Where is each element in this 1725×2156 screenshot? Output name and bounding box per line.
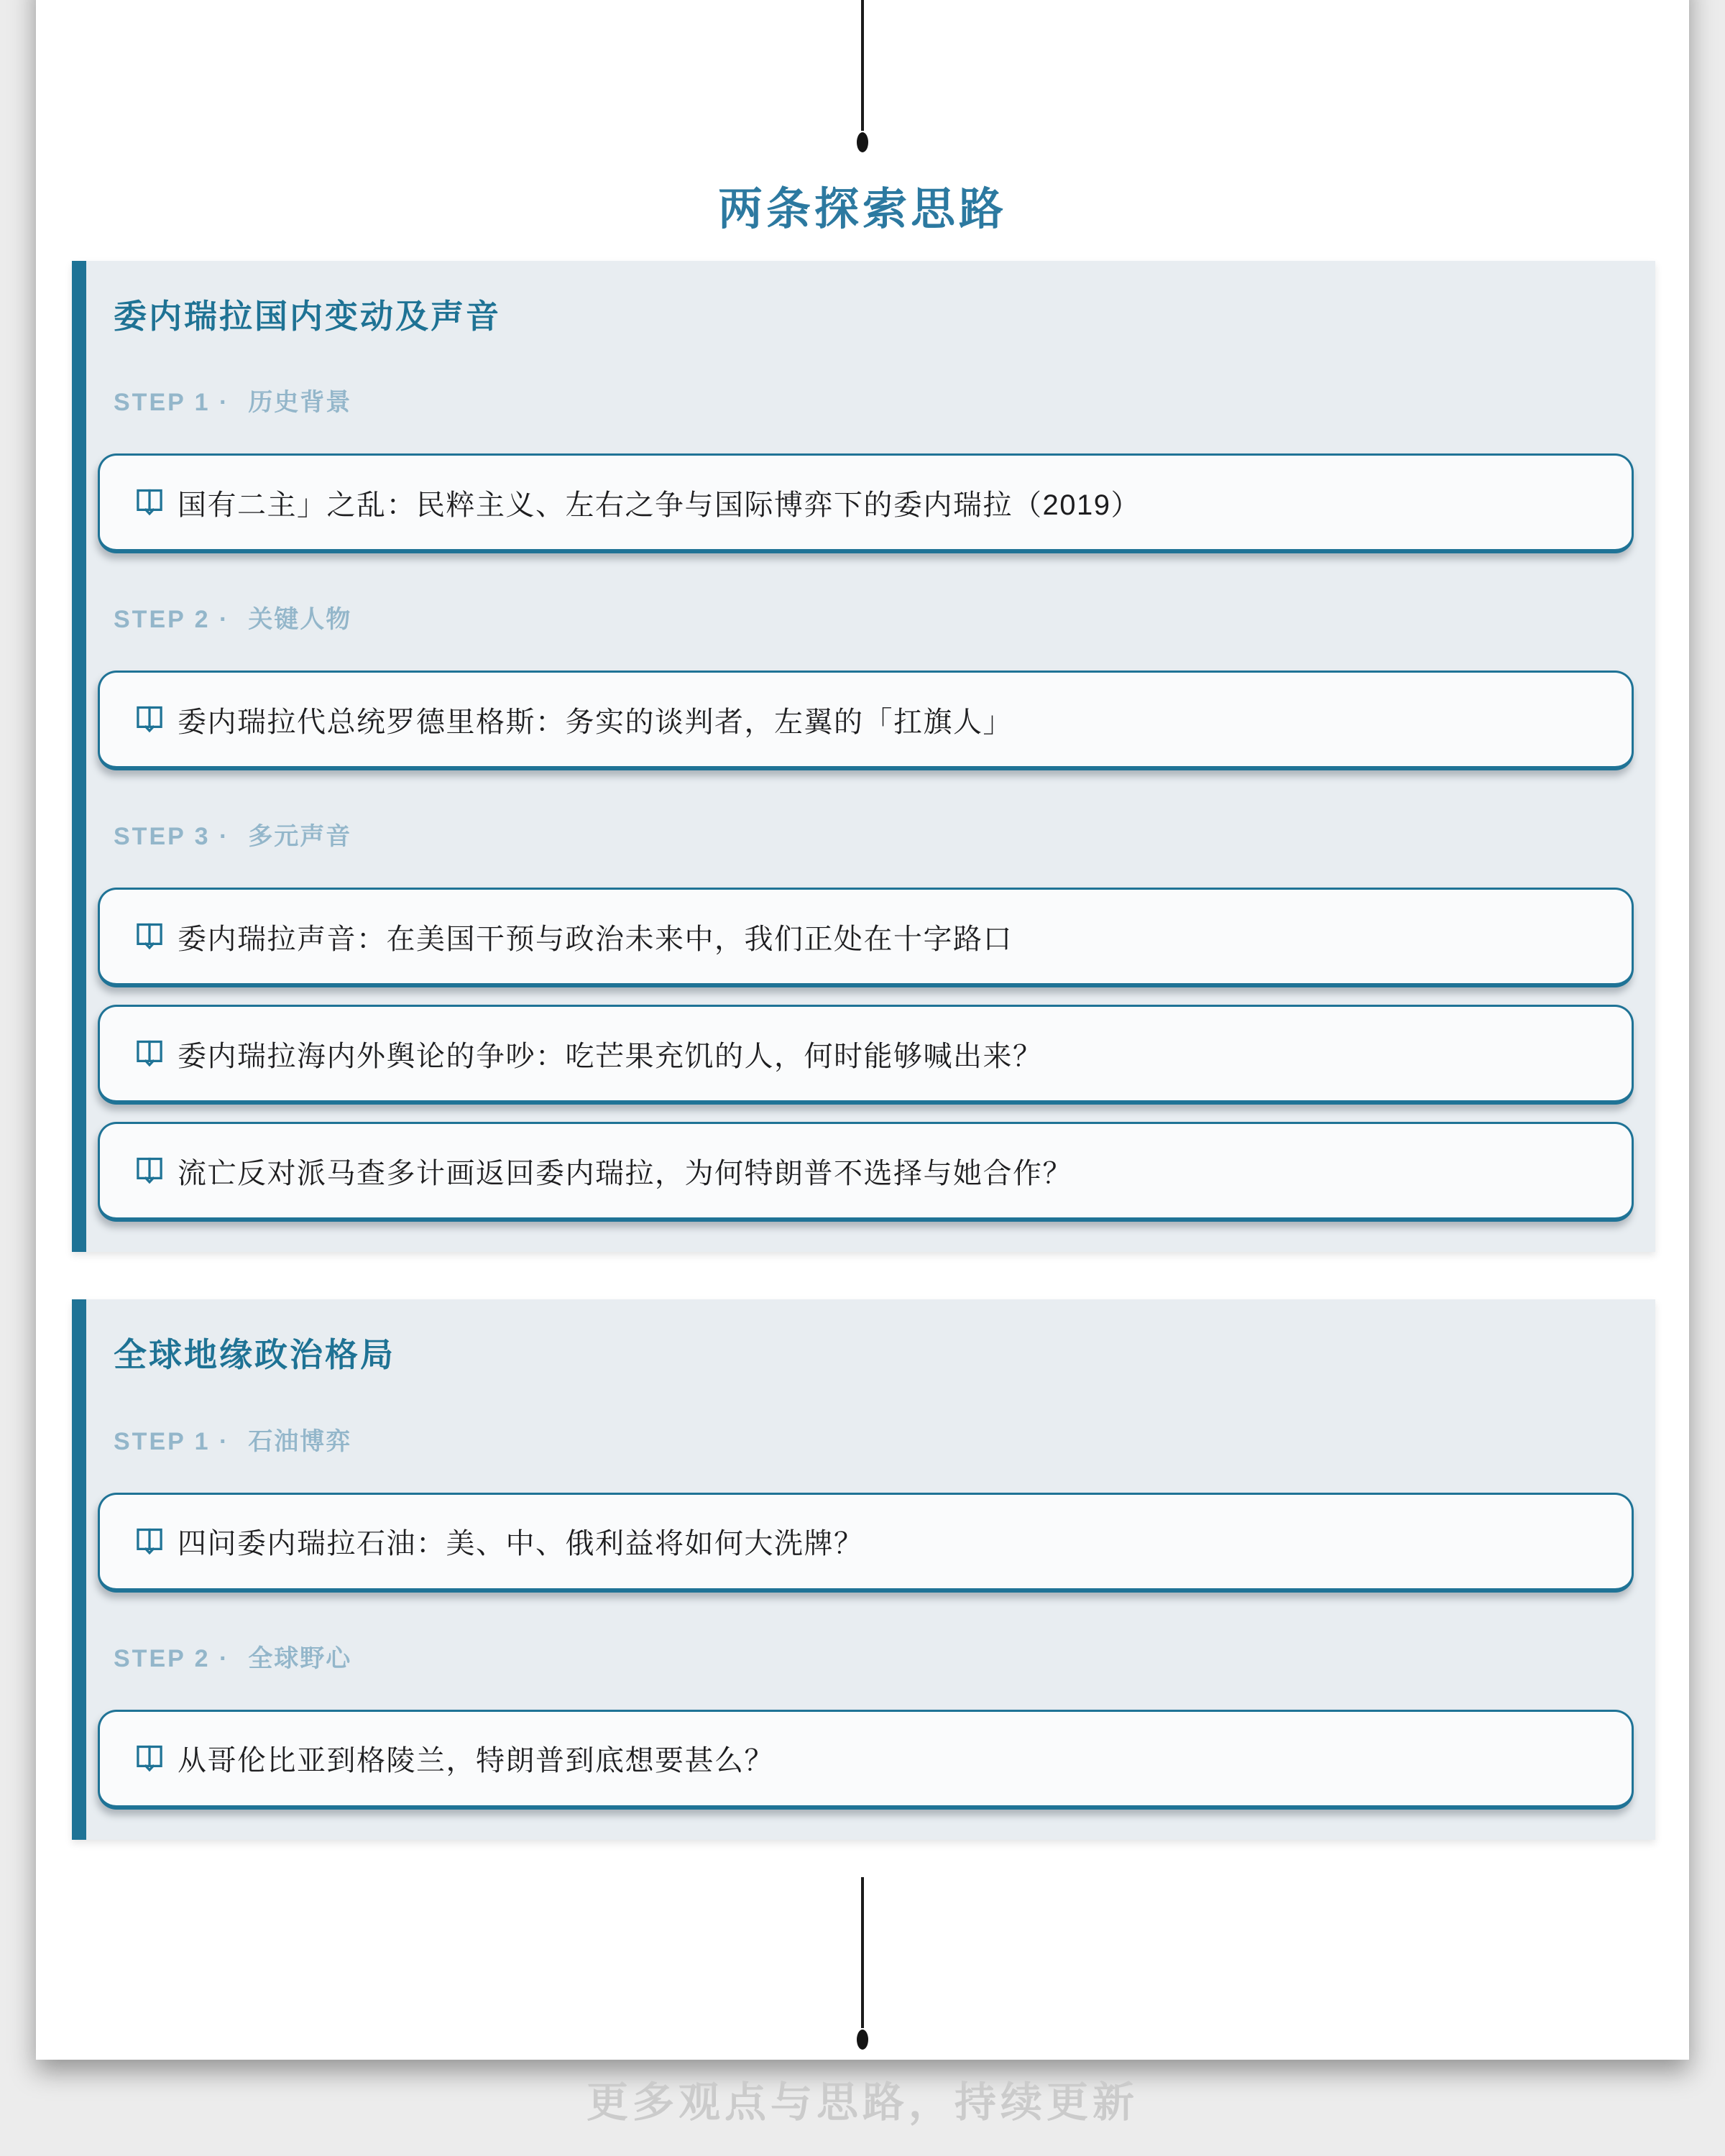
step-label <box>114 599 1634 635</box>
step-number: STEP 1 · <box>114 1427 230 1455</box>
step-label <box>114 1639 1634 1674</box>
step-topic: 关键人物 <box>248 606 352 634</box>
article-card[interactable] <box>98 671 1634 770</box>
tracks-container <box>36 261 1689 1839</box>
track-title: 全球地缘政治格局 <box>114 1336 395 1374</box>
book-open-icon <box>133 1525 166 1558</box>
article-card[interactable] <box>98 1005 1634 1105</box>
step-topic: 石油博弈 <box>248 1427 352 1455</box>
book-open-icon <box>133 1742 166 1775</box>
article-title: 委内瑞拉海内外舆论的争吵：吃芒果充饥的人，何时能够喊出来？ <box>178 1040 1043 1072</box>
step-label <box>114 816 1634 852</box>
step-number: STEP 1 · <box>114 389 230 417</box>
article-title: 从哥伦比亚到格陵兰，特朗普到底想要甚么？ <box>178 1745 774 1777</box>
book-open-icon <box>133 1037 166 1070</box>
step-number: STEP 2 · <box>114 606 230 634</box>
track-title: 委内瑞拉国内变动及声音 <box>114 298 501 336</box>
article-card[interactable] <box>98 1493 1634 1593</box>
track-section <box>72 1299 1655 1839</box>
step-number: STEP 3 · <box>114 823 230 851</box>
connector-top <box>36 0 1689 152</box>
article-card[interactable] <box>98 888 1634 987</box>
page-title: 两条探索思路 <box>717 185 1007 234</box>
track-section <box>72 261 1655 1252</box>
step-topic: 多元声音 <box>248 823 352 851</box>
connector-line <box>861 1877 864 2028</box>
connector-line <box>861 0 864 131</box>
book-open-icon <box>133 703 166 736</box>
step-topic: 历史背景 <box>248 389 352 417</box>
article-title: 委内瑞拉代总统罗德里格斯：务实的谈判者，左翼的「扛旗人」 <box>178 706 1013 738</box>
connector-bottom <box>36 1877 1689 2050</box>
footer-note: 更多观点与思路，持续更新 <box>586 2078 1138 2126</box>
step-number: STEP 2 · <box>114 1644 230 1672</box>
article-title: 国有二主」之乱：民粹主义、左右之争与国际博弈下的委内瑞拉（2019） <box>178 489 1141 521</box>
book-open-icon <box>133 486 166 519</box>
article-card[interactable] <box>98 1710 1634 1810</box>
article-card[interactable] <box>98 1122 1634 1222</box>
article-card[interactable] <box>98 453 1634 553</box>
article-title: 委内瑞拉声音：在美国干预与政治未来中，我们正处在十字路口 <box>178 923 1013 955</box>
page <box>36 0 1689 2126</box>
book-open-icon <box>133 1154 166 1187</box>
article-title: 四问委内瑞拉石油：美、中、俄利益将如何大洗牌？ <box>178 1528 864 1560</box>
step-label <box>114 1422 1634 1457</box>
connector-dot <box>857 2030 868 2050</box>
book-open-icon <box>133 920 166 953</box>
article-title: 流亡反对派马查多计画返回委内瑞拉，为何特朗普不选择与她合作？ <box>178 1157 1072 1189</box>
connector-dot <box>857 132 868 152</box>
step-label <box>114 382 1634 418</box>
step-topic: 全球野心 <box>248 1644 352 1672</box>
